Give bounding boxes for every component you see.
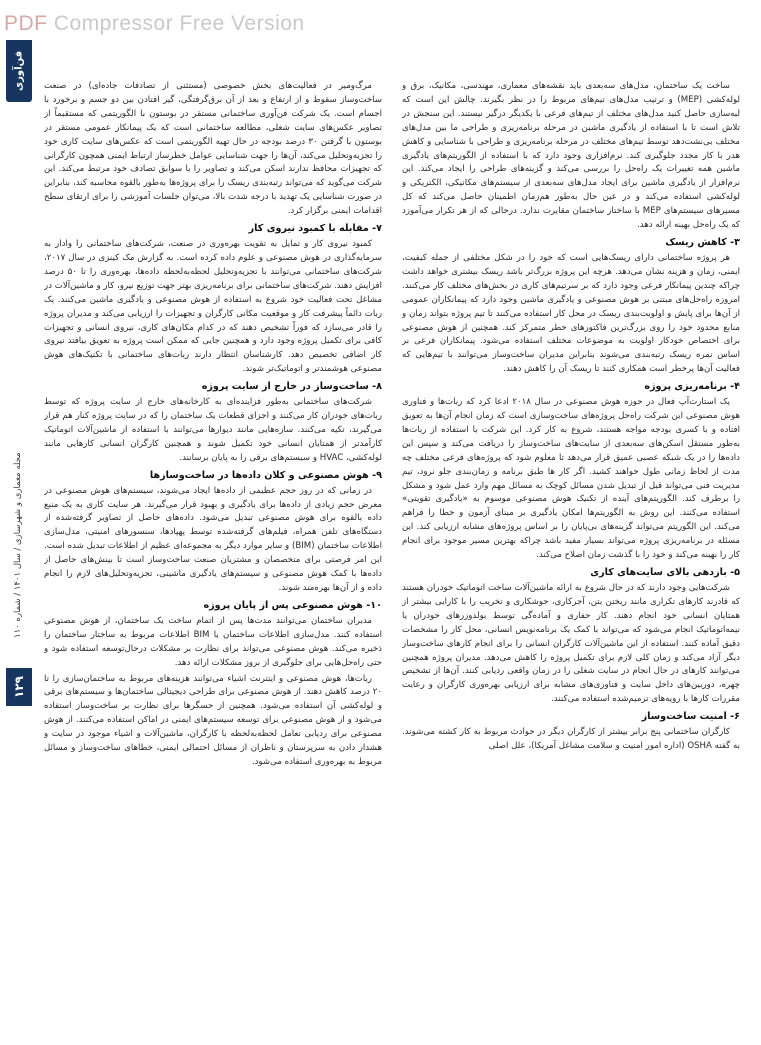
body-paragraph: ساخت یک ساختمان، مدل‌های سه‌بعدی باید نقشه‌های معماری، مهندسی، مکانیک، برق و لوله‌کشی (MEP) و ترتیب مدل‌های تیم‌های مربوط را در نظر بگیرند. چالش این است که لبه‌سازی حاصل کنید مدل‌های مختلف از تیم‌های فرعی با یکدیگر درگیر نیستند. این سنجش در تلاش است تا با استفاده از یادگیری ماشین در مرحله برنامه‌ریزی و طراحی ما بین مدل‌های مختلف بی‌نشت‌دهد توسط تیم‌های مختلف در مرحله برنامه‌ریزی و طراحی با شناسایی و کاهش هدر با کار مجدد جلوگیری کند. نرم‌افزاری وجود دارد که با استفاده از الگوریتم‌های یادگیری ماشین همه تغییرات یک راه‌حل را بررسی می‌کند و گزینه‌های طراحی را ایجاد می‌کند. این نرم‌افزار از یادگیری ماشین برای ایجاد مدل‌های سه‌بعدی از سیستم‌های مکانیکی، الکتریکی و لوله‌کشی استفاده می‌کند و در عین حال به‌طور هم‌زمان اطمینان حاصل می‌کند که کل مسیرهای سیستم‌های MEP با ساختار ساختمان مقایرت ندارد. درحالی که از هر تکرار می‌آموزد که یک راه‌حل بهینه ارائه دهد. [402, 81, 740, 231]
section-heading: ۳- کاهش ریسک [665, 236, 740, 248]
body-paragraph: کمبود نیروی کار و تمایل به تقویت بهره‌وری در صنعت، شرکت‌های ساختمانی را وادار به سرمایه‌گذاری در هوش مصنوعی و علوم داده کرده است. به گزارش مک کینزی در سال ۲۰۱۷، شرکت‌های ساختمانی می‌توانند با تجزیه‌وتحلیل لحظه‌به‌لحظه داده‌ها، بهره‌وری را تا ۵۰ درصد افزایش دهند. شرکت‌های ساختمانی برای برنامه‌ریزی بهتر جهت توزیع نیرو، کار و ماشین‌آلات در مشاغل تحت فعالیت خود شروع به استفاده از هوش مصنوعی و یادگیری ماشین می‌کنند. یک ربات دائماً پیشرفت کار و موقعیت مکانی کارگران و تجهیزات را ارزیابی می‌کند و مدیران پروژه را قادر می‌سازد که فوراً تشخیص دهند که در کدام مکان‌های کاری، نیروی انسانی و تجهیزات کافی برای تکمیل پروژه وجود دارد و همچنین جایی که ممکن است پروژه به تعویق بیافتد نیروی کار اضافی تخصیص دهد. کارشناسان انتظار دارند ربات‌های ساختمانی با تکنیک‌های هوش مصنوعی هوشمندتر و اتوماتیک‌تر شوند. [44, 239, 382, 375]
body-paragraph: کارگران ساختمانی پنج برابر بیشتر از کارگران دیگر در حوادث مربوط به کار کشته می‌شوند. به گفته OSHA (اداره امور امنیت و سلامت مشاغل آمریکا)، علل اصلی [402, 727, 740, 752]
section-heading: ۷- مقابله با کمبود نیروی کار [248, 223, 382, 235]
body-paragraph: در زمانی که در روز حجم عظیمی از داده‌ها ایجاد می‌شوند، سیستم‌های هوش مصنوعی در معرض حجم زیادی از داده‌ها برای یادگیری و بهبود قرار می‌گیرند. هر سایت کاری به یک منبع داده بالقوه برای هوش مصنوعی تبدیل می‌شود. داده‌های حاصل از تصاویر گرفته‌شده از دستگاه‌های تلفن همراه، فیلم‌های گرفته‌شده توسط پهپادها، سنسورهای امنیتی، مدل‌سازی اطلاعات ساختمان (BIM) و سایر موارد دیگر به مجموعه‌ای عظیم از اطلاعات تبدیل شده است. این امر فرصتی برای متخصصان و مشتریان صنعت ساخت‌وساز است تا بینش‌های حاصل از داده‌ها با کمک هوش مصنوعی و سیستم‌های یادگیری ماشینی، تجزیه‌وتحلیل‌های لازم را انجام داده و از آن‌ها بهره‌مند شوند. [44, 485, 382, 593]
page-number: ۱۲۹ [6, 668, 32, 706]
section-heading: ۱۰- هوش مصنوعی پس از پایان پروژه [203, 599, 382, 611]
journal-running-footer: مجله معماری و شهرسازی / سال ۱۴۰۱ / شماره ۱۱۰ [13, 452, 23, 638]
body-paragraph: مرگ‌ومیر در فعالیت‌های بخش خصوصی (مستثنی از تصادفات جاده‌ای) در صنعت ساخت‌وساز سقوط و از ارتفاع و بعد از آن برق‌گرفتگی، گیر افتادن بین دو جسم و برخورد با اجسام است. یک شرکت فن‌آوری ساختمانی مستقر در بوستون با الگوریتمی که مستقیماً از تصاویر عکس‌های سایت شغلی، مطالعه ساختمانی است که یک پیمانکار عمومی مستقر در بوستون با گرفتن ۳۰ درصد بودجه در حال تهیه الگوریتمی است که عکس‌های سایت کاری خود را تجزیه‌وتحلیل می‌کند، آن‌ها را جهت شناسایی عوامل خطرساز ارتباط ایمنی همچون کارگرانی که تجهیزات محافظ ندارند اسکن می‌کند و تصاویر را با سوابق تصادف خود مرتبط می‌کند. این شرکت می‌گوید که می‌تواند رتبه‌بندی ریسک را برای پروژه‌ها به‌طور بالقوه محاسبه کند، بنابراین در صورت شناسایی یک تهدید با درجه شدت بالا، می‌توان جلسات آموزشی را برای ارتقای سطح اقدامات ایمنی برگزار کرد. [44, 81, 382, 217]
body-paragraph: هر پروژه ساختمانی دارای ریسک‌هایی است که خود را در شکل مختلفی از جمله کیفیت، ایمنی، زمان و هزینه نشان می‌دهد. هرچه این پروژه بزرگ‌تر باشد ریسک بیشتری خواهد داشت چراکه چندین پیمانکار فرعی وجود دارد که بر سرتیم‌های کاری در بخش‌های مختلف کار می‌کنند. امروزه راه‌حل‌های مبتنی بر هوش مصنوعی و یادگیری ماشین وجود دارد که پیمانکاران عمومی از آن‌ها برای پایش و اولویت‌بندی ریسک در محل کار استفاده می‌کنند تا تیم پروژه بتواند زمان و منابع محدود خود را روی بزرگ‌ترین فاکتورهای خطر متمرکز کند. همچنین از هوش مصنوعی برای اختصاص خودکار اولویت به موضوعات مختلف استفاده می‌شود. پیمانکاران فرعی بر اساس نمره ریسک رتبه‌بندی می‌شوند بنابراین مدیران ساخت‌وساز می‌توانند با تیم‌هایی که فعالیت آن‌ها پرخطر است همکاری کنند تا ریسک آن را کاهش دهند. [402, 252, 740, 375]
body-paragraph: مدیران ساختمان می‌توانند مدت‌ها پس از اتمام ساخت یک ساختمان، از هوش مصنوعی استفاده کنند. مدل‌سازی اطلاعات ساختمان یا BIM اطلاعات مربوط به ساختار ساختمان را ذخیره می‌کند. هوش مصنوعی می‌تواند برای نظارت بر مشکلات درحال‌توسعه استفاده شود و حتی راه‌حل‌هایی برای جلوگیری از بروز مشکلات ارائه دهد. [44, 615, 382, 668]
body-paragraph: شرکت‌های ساختمانی به‌طور فزاینده‌ای به کارخانه‌های خارج از سایت پروژه که توسط ربات‌های خودران کار می‌کنند و اجزای قطعات یک ساختمان را که در سایت پروژه کنار هم قرار می‌گیرند، تکیه می‌کنند. سازه‌هایی مانند دیوارها می‌توانند با استفاده از ماشین‌آلات اتوماتیک کارآمدتر از همتایان انسانی خود تکمیل شوند و همچنین کارگران انسانی کارهایی مانند لوله‌کشی، HVAC و سیستم‌های برقی را به پایان برسانند. [44, 397, 382, 463]
body-paragraph: ربات‌ها، هوش مصنوعی و اینترنت اشیاء می‌توانند هزینه‌های مربوط به ساختمان‌سازی را تا ۲۰ درصد کاهش دهند. از هوش مصنوعی برای طراحی دیجیتالی ساختمان‌ها و سیستم‌های برقی و لوله‌کشی آن استفاده می‌شود. همچنین از حسگرها برای نظارت بر ساخت‌وساز استفاده می‌شود و از هوش مصنوعی برای توسعه سیستم‌های ایمنی در اماکن استفاده می‌کنند. از هوش مصنوعی برای ردیابی تعامل لحظه‌به‌لحظه با کارگران، ماشین‌آلات و اشیاء موجود در سایت و هشدار دادن به سرپرستان و ناظران از مسائل احتمالی ایمنی، خطاهای ساخت‌وساز و مسائل مربوط به بهره‌وری استفاده می‌شود. [44, 673, 382, 767]
section-heading: ۹- هوش مصنوعی و کلان داده‌ها در ساخت‌وسازها [149, 469, 382, 481]
section-heading: ۶- امنیت ساخت‌وساز [641, 711, 740, 723]
left-text-column [44, 80, 382, 1035]
section-heading: ۸- ساخت‌وساز در خارج از سایت پروژه [201, 381, 382, 393]
section-tab-label: فن‌آوری [13, 50, 25, 92]
right-text-column [402, 80, 740, 1035]
pdf-compressor-watermark: PDF Compressor Free Version [4, 12, 305, 35]
body-paragraph: شرکت‌هایی وجود دارند که در حال شروع به ارائه ماشین‌آلات ساخت اتوماتیک خودران هستند که قادرند کارهای تکراری مانند ریختن بتن، آجرکاری، جوشکاری و تخریب را با کارایی بیشتر از همتایان انسانی خود انجام دهند. کار حفاری و آماده‌گی توسط بولدوزرهای خودران یا نیمه‌اتوماتیک انجام می‌شود که می‌تواند با کمک یک برنامه‌نویس انسانی، محل کار را مشخصات دقیق آماده کنند. استفاده از این ماشین‌آلات کارگران انسانی را برای انجام کارهای ساخت‌وساز دیگر آزاد می‌کند و زمان کلی لازم برای تکمیل پروژه را کاهش می‌دهد. مدیران پروژه همچنین می‌توانند کارهای در حال انجام در سایت شغلی را در زمان واقعی ردیابی کنند. آن‌ها از تشخیص چهره، دوربین‌های داخل سایت و فناوری‌های مشابه برای ارزیابی بهره‌وری کارگران و رعایت مقررات کارها با رویه‌های ترمیم‌شده استفاده می‌کنند. [402, 583, 740, 705]
section-heading: ۴- برنامه‌ریزی پروژه [644, 381, 740, 393]
section-heading: ۵- بازدهی بالای سایت‌های کاری [590, 567, 740, 578]
body-paragraph: یک استارت‌آپ فعال در حوزه هوش مصنوعی در سال ۲۰۱۸ ادعا کرد که ربات‌ها و فناوری هوش مصنوعی این شرکت راه‌حل پروژه‌های ساخت‌وسازی است که زمان انجام آن‌ها به تعویق افتاده و با کسری بودجه مواجه هستند، شروع به کار کرد. این شرکت با استفاده از ربات‌ها به‌طور مستقل اسکن‌های سه‌بعدی از سایت‌های ساخت‌وساز را دریافت می‌کند و سپس این داده‌ها را در یک شبکه عصبی عمیق قرار می‌دهد تا معلوم شود که پروژه‌های فرعی مختلف چه مدت از لحاظ زمانی طول خواهند کشید. اگر کار ها طبق برنامه و زمان‌بندی جلو نرود، تیم مدیریت فنی می‌تواند قبل از تبدیل شدن مسائل کوچک به مسائل مهم وارد عمل شود و مشکل را برطرف کند. الگوریتم‌های آینده از تکنیک هوش مصنوعی موسوم به «یادگیری تقویتی» استفاده می‌کنند. این روش به الگوریتم‌ها امکان یادگیری بر مبنای آزمون و خطا را فراهم می‌کند. این الگوریتم می‌تواند گزینه‌های بی‌پایان را بر اساس پروژه‌های مشابه ارزیابی کند. این مسئله در برنامه‌ریزی پروژه می‌تواند بسیار مفید باشد چراکه بهترین مسیر موجود برای انجام کار را بهینه می‌کند و خود را با گذشت زمان اصلاح می‌کند. [402, 397, 740, 561]
